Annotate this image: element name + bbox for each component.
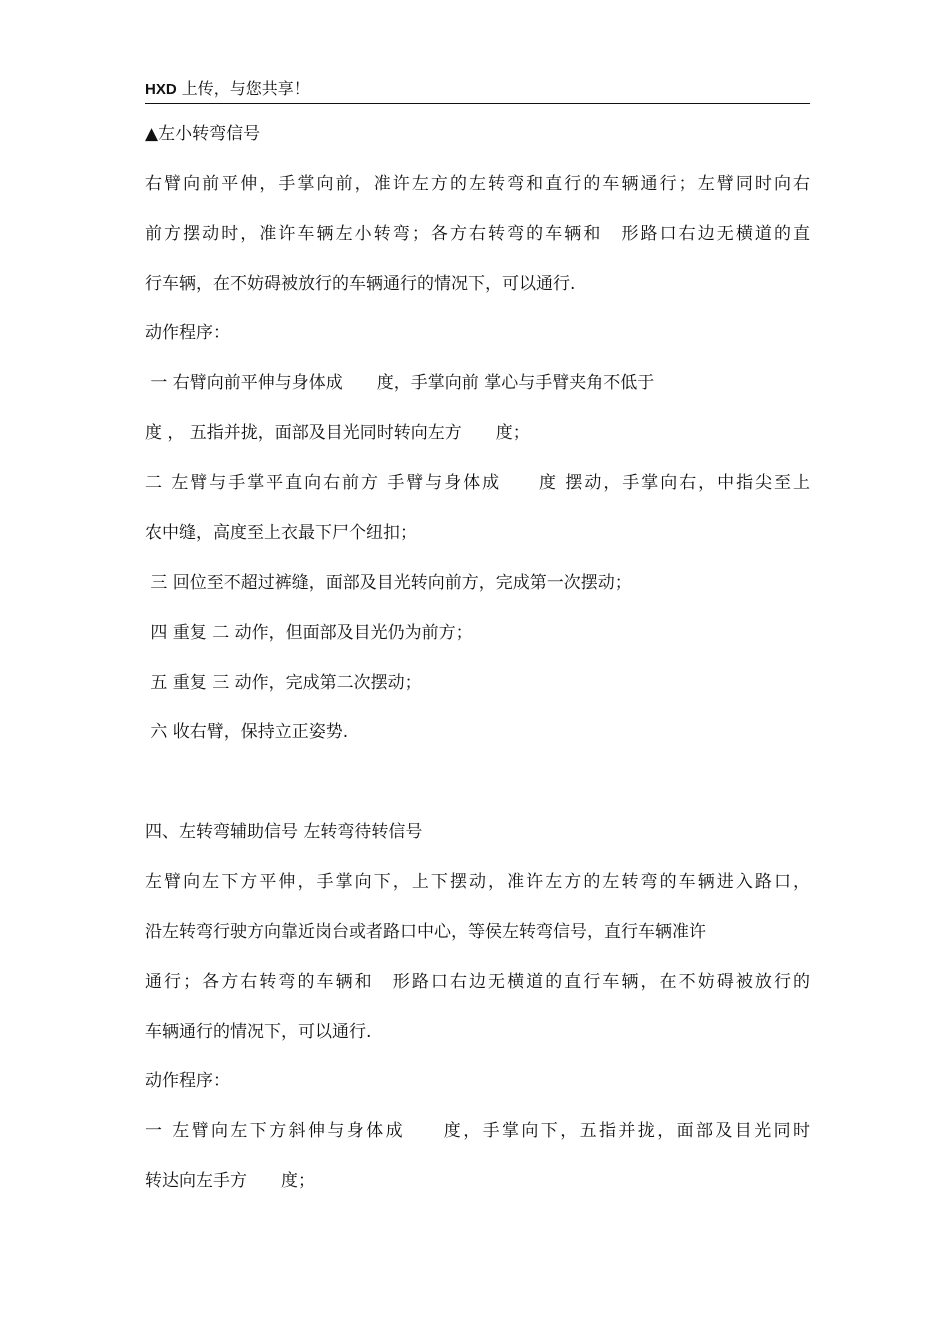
section2-step-1-line-2: 转达向左手方 度； xyxy=(145,1171,315,1191)
section2-paragraph-line-2: 沿左转弯行驶方向靠近岗台或者路口中心，等侯左转弯信号，直行车辆准许 xyxy=(145,922,706,942)
section1-step-1-line-1: 一 右臂向前平伸与身体成 度，手掌向前 掌心与手臂夹角不低于 xyxy=(145,373,655,393)
section1-step-5: 五 重复 三 动作，完成第二次摆动； xyxy=(145,673,422,693)
section1-steps-label: 动作程序： xyxy=(145,323,230,343)
section2-steps-label: 动作程序： xyxy=(145,1071,230,1091)
section2-paragraph-line-4: 车辆通行的情况下，可以通行. xyxy=(145,1022,372,1042)
section1-paragraph-line-3: 行车辆，在不妨碍被放行的车辆通行的情况下，可以通行. xyxy=(145,274,576,294)
header-brand: HXD xyxy=(145,81,177,98)
section1-step-1-line-2: 度 ， 五指并拢，面部及目光同时转向左方 度； xyxy=(145,423,530,443)
section2-title: 四、左转弯辅助信号 左转弯待转信号 xyxy=(145,822,423,842)
section2-paragraph-line-3: 通行；各方右转弯的车辆和 形路口右边无横道的直行车辆，在不妨碍被放行的 xyxy=(145,972,810,992)
section1-step-4: 四 重复 二 动作，但面部及目光仍为前方； xyxy=(145,623,473,643)
section2-paragraph-line-1: 左臂向左下方平伸，手掌向下，上下摆动，准许左方的左转弯的车辆进入路口， xyxy=(145,872,810,892)
section1-step-3: 三 回位至不超过裤缝，面部及目光转向前方，完成第一次摆动； xyxy=(145,573,632,593)
section1-paragraph-line-2: 前方摆动时，准许车辆左小转弯；各方右转弯的车辆和 形路口右边无横道的直 xyxy=(145,224,810,244)
section2-step-1-line-1: 一 左臂向左下方斜伸与身体成 度，手掌向下，五指并拢，面部及目光同时 xyxy=(145,1121,810,1141)
section1-title: ▲左小转弯信号 xyxy=(145,124,261,144)
section1-step-6: 六 收右臂，保持立正姿势. xyxy=(145,722,349,742)
section1-step-2-line-1: 二 左臂与手掌平直向右前方 手臂与身体成 度 摆动，手掌向右，中指尖至上 xyxy=(145,473,810,493)
section1-step-2-line-2: 农中缝，高度至上衣最下尸个纽扣； xyxy=(145,523,417,543)
page-header xyxy=(145,77,810,104)
header-note: 上传，与您共享！ xyxy=(176,79,310,98)
section1-paragraph-line-1: 右臂向前平伸，手掌向前，准许左方的左转弯和直行的车辆通行；左臂同时向右 xyxy=(145,174,810,194)
